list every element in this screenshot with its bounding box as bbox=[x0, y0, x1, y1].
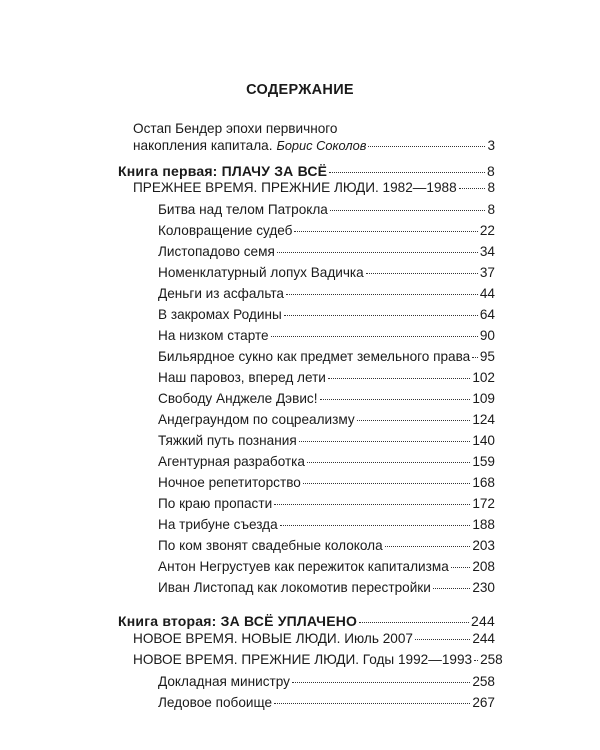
toc-entry-chapter[interactable] bbox=[158, 223, 495, 239]
toc-entry-chapter[interactable] bbox=[158, 286, 495, 302]
chapter-title: На трибуне съезда bbox=[158, 517, 278, 532]
chapter-title: Андеграундом по соцреализму bbox=[158, 412, 355, 427]
chapter-title: Агентурная разработка bbox=[158, 454, 305, 469]
chapter-title: Коловращение судеб bbox=[158, 223, 293, 238]
leader-dots bbox=[280, 525, 471, 526]
page-number: 37 bbox=[479, 265, 495, 280]
leader-dots bbox=[292, 682, 470, 683]
page-number: 8 bbox=[487, 202, 495, 217]
page-number: 3 bbox=[487, 138, 495, 153]
leader-dots bbox=[286, 294, 478, 295]
leader-dots bbox=[330, 210, 486, 211]
toc-entry-chapter[interactable] bbox=[158, 265, 495, 281]
leader-dots bbox=[366, 273, 478, 274]
toc-entry-chapter[interactable] bbox=[158, 370, 495, 386]
leader-dots bbox=[415, 639, 470, 640]
leader-dots bbox=[459, 188, 486, 189]
chapter-title: Наш паровоз, вперед лети bbox=[158, 370, 326, 385]
chapter-title: Тяжкий путь познания bbox=[158, 433, 297, 448]
leader-dots bbox=[274, 703, 470, 704]
toc-entry-chapter[interactable] bbox=[158, 496, 495, 512]
book-title: Книга вторая: ЗА ВСЁ УПЛАЧЕНО bbox=[118, 613, 358, 629]
page-number: 188 bbox=[472, 517, 495, 532]
chapter-title: Бильярдное сукно как предмет земельного права bbox=[158, 349, 471, 364]
toc-entry-chapter[interactable] bbox=[158, 349, 495, 365]
toc-entry-chapter[interactable] bbox=[158, 559, 495, 575]
book-title: Книга первая: ПЛАЧУ ЗА ВСЁ bbox=[118, 163, 328, 179]
toc-entry-chapter[interactable] bbox=[158, 517, 495, 533]
chapter-title: Деньги из асфальта bbox=[158, 286, 284, 301]
leader-dots bbox=[433, 588, 470, 589]
toc-entry-part[interactable] bbox=[133, 652, 503, 668]
page-number: 244 bbox=[471, 613, 495, 629]
page-number: 168 bbox=[472, 475, 495, 490]
page-number: 244 bbox=[472, 631, 495, 646]
page-number: 8 bbox=[487, 163, 495, 179]
chapter-title: В закромах Родины bbox=[158, 307, 282, 322]
leader-dots bbox=[328, 378, 470, 379]
toc-entry-chapter[interactable] bbox=[158, 202, 495, 218]
foreword-title-line2: накопления капитала. bbox=[133, 138, 273, 153]
toc-entry-chapter[interactable] bbox=[158, 538, 495, 554]
leader-dots bbox=[329, 172, 485, 173]
leader-dots bbox=[368, 146, 485, 147]
toc-entry-chapter[interactable] bbox=[158, 307, 495, 323]
leader-dots bbox=[277, 252, 478, 253]
page-number: 140 bbox=[472, 433, 495, 448]
toc-entry-chapter[interactable] bbox=[158, 580, 495, 596]
toc-entry-chapter[interactable] bbox=[158, 475, 495, 491]
page-number: 44 bbox=[479, 286, 495, 301]
page-number: 267 bbox=[472, 695, 495, 710]
part-title: НОВОЕ ВРЕМЯ. НОВЫЕ ЛЮДИ. Июль 2007 bbox=[133, 631, 413, 646]
page-number: 64 bbox=[479, 307, 495, 322]
toc-entry-chapter[interactable] bbox=[158, 244, 495, 260]
chapter-title: Битва над телом Патрокла bbox=[158, 202, 328, 217]
toc-entry-chapter[interactable] bbox=[158, 412, 495, 428]
page-number: 172 bbox=[472, 496, 495, 511]
leader-dots bbox=[451, 567, 471, 568]
page-number: 109 bbox=[472, 391, 495, 406]
page-number: 102 bbox=[472, 370, 495, 385]
toc-entry-chapter[interactable] bbox=[158, 674, 495, 690]
leader-dots bbox=[303, 483, 470, 484]
leader-dots bbox=[320, 399, 471, 400]
toc-entry-book1[interactable] bbox=[118, 163, 495, 179]
toc-heading: СОДЕРЖАНИЕ bbox=[246, 82, 354, 98]
leader-dots bbox=[474, 660, 478, 661]
page-number: 22 bbox=[479, 223, 495, 238]
page-number: 258 bbox=[472, 674, 495, 689]
chapter-title: Свободу Анджеле Дэвис! bbox=[158, 391, 318, 406]
chapter-title: Ледовое побоище bbox=[158, 695, 273, 710]
chapter-title: Листопадово семя bbox=[158, 244, 275, 259]
part-title: НОВОЕ ВРЕМЯ. ПРЕЖНИЕ ЛЮДИ. Годы 1992—1993 bbox=[133, 652, 473, 667]
leader-dots bbox=[294, 231, 477, 232]
chapter-title: По ком звонят свадебные колокола bbox=[158, 538, 383, 553]
page-number: 124 bbox=[472, 412, 495, 427]
chapter-title: Ночное репетиторство bbox=[158, 475, 301, 490]
toc-entry-foreword[interactable] bbox=[133, 138, 495, 154]
leader-dots bbox=[307, 462, 470, 463]
leader-dots bbox=[284, 315, 478, 316]
part-title: ПРЕЖНЕЕ ВРЕМЯ. ПРЕЖНИЕ ЛЮДИ. 1982—1988 bbox=[133, 180, 457, 195]
leader-dots bbox=[357, 420, 471, 421]
chapter-title: Докладная министру bbox=[158, 674, 290, 689]
leader-dots bbox=[271, 336, 478, 337]
toc-entry-chapter[interactable] bbox=[158, 328, 495, 344]
leader-dots bbox=[359, 622, 469, 623]
page-number: 90 bbox=[479, 328, 495, 343]
chapter-title: Иван Листопад как локомотив перестройки bbox=[158, 580, 431, 595]
page-number: 8 bbox=[487, 180, 495, 195]
page-number: 258 bbox=[480, 652, 503, 667]
toc-entry-chapter[interactable] bbox=[158, 454, 495, 470]
page-number: 159 bbox=[472, 454, 495, 469]
foreword-title-line1: Остап Бендер эпохи первичного bbox=[133, 121, 338, 136]
leader-dots bbox=[274, 504, 470, 505]
toc-entry-part[interactable] bbox=[133, 631, 495, 647]
page-number: 95 bbox=[479, 349, 495, 364]
chapter-title: Номенклатурный лопух Вадичка bbox=[158, 265, 364, 280]
page-number: 34 bbox=[479, 244, 495, 259]
page-number: 203 bbox=[472, 538, 495, 553]
toc-entry-chapter[interactable] bbox=[158, 695, 495, 711]
page-number: 230 bbox=[472, 580, 495, 595]
leader-dots bbox=[472, 357, 478, 358]
leader-dots bbox=[299, 441, 471, 442]
toc-entry-part[interactable] bbox=[133, 180, 495, 196]
chapter-title: На низком старте bbox=[158, 328, 269, 343]
page-number: 208 bbox=[472, 559, 495, 574]
toc-entry-chapter[interactable] bbox=[158, 391, 495, 407]
toc-entry-book2[interactable] bbox=[118, 613, 495, 629]
chapter-title: Антон Негрустуев как пережиток капитализма bbox=[158, 559, 449, 574]
toc-entry-chapter[interactable] bbox=[158, 433, 495, 449]
leader-dots bbox=[385, 546, 471, 547]
foreword-author: Борис Соколов bbox=[276, 138, 367, 153]
chapter-title: По краю пропасти bbox=[158, 496, 273, 511]
